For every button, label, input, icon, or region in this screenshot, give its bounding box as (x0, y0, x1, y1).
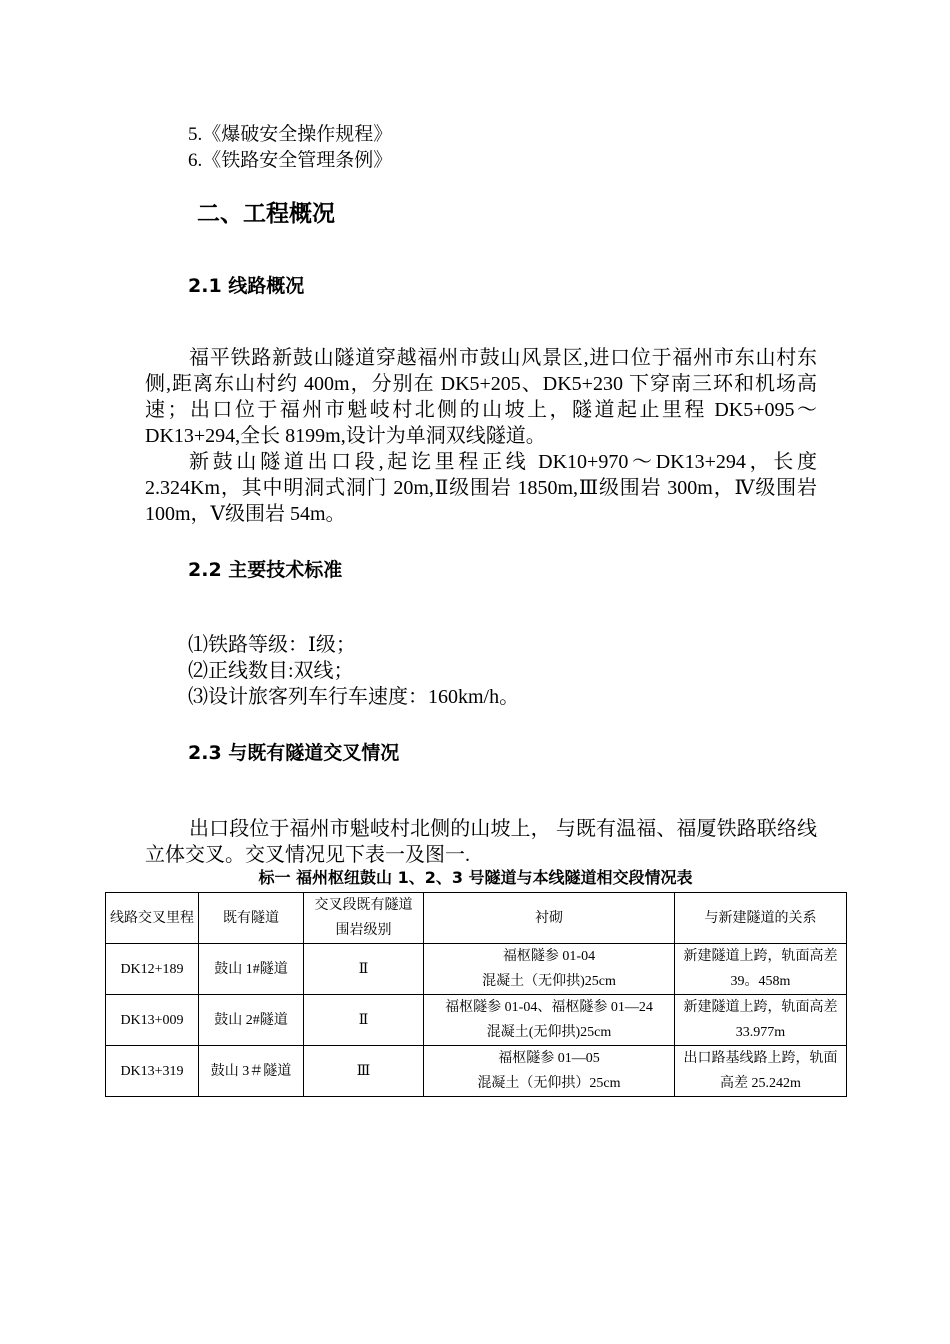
table-cell: 鼓山 2#隧道 (199, 995, 304, 1046)
heading-2-3: 2.3 与既有隧道交叉情况 (188, 742, 400, 764)
table-cell: 鼓山 1#隧道 (199, 944, 304, 995)
table-cell: Ⅱ (304, 995, 424, 1046)
column-header: 衬砌 (424, 893, 675, 944)
table-cell: 福枢隧参 01—05 混凝土（无仰拱）25cm (424, 1046, 675, 1097)
paragraph: 新鼓山隧道出口段,起讫里程正线 DK10+970～DK13+294，长度 2.324Km，其中明洞式洞门 20m,Ⅱ级围岩 1850m,Ⅲ级围岩 300m，Ⅳ级围岩 100m，Ⅴ级围岩 54m。 (145, 451, 817, 525)
column-header: 线路交叉里程 (106, 893, 199, 944)
table-cell: DK13+319 (106, 1046, 199, 1097)
list-item: ⑵正线数目:双线； (188, 660, 354, 682)
table-cell: 福枢隧参 01-04 混凝土（无仰拱)25cm (424, 944, 675, 995)
paragraph: 出口段位于福州市魁岐村北侧的山坡上， 与既有温福、福厦铁路联络线立体交叉。交叉情况见下表一及图一. (145, 818, 817, 866)
table-cell: Ⅱ (304, 944, 424, 995)
table-cell: DK13+009 (106, 995, 199, 1046)
list-item: ⑴铁路等级：Ⅰ级； (188, 634, 356, 656)
paragraph: 福平铁路新鼓山隧道穿越福州市鼓山风景区,进口位于福州市东山村东侧,距离东山村约 400m，分别在 DK5+205、DK5+230 下穿南三环和机场高速；出口位于福州市魁岐村北侧的山坡上，隧道起止里程 DK5+095～DK13+294,全长 8199m,设计为单洞双线隧道。 (145, 347, 817, 447)
table-cell: DK12+189 (106, 944, 199, 995)
table-row (106, 995, 847, 1046)
table-cell: 出口路基线路上跨，轨面高差 25.242m (675, 1046, 847, 1097)
column-header: 与新建隧道的关系 (675, 893, 847, 944)
table-row (106, 1046, 847, 1097)
reference-item: 5.《爆破安全操作规程》 (188, 124, 393, 145)
list-item: ⑶设计旅客列车行车速度：160km/h。 (188, 686, 520, 708)
table-cell: Ⅲ (304, 1046, 424, 1097)
column-header: 既有隧道 (199, 893, 304, 944)
column-header: 交叉段既有隧道围岩级别 (304, 893, 424, 944)
table-row (106, 944, 847, 995)
reference-item: 6.《铁路安全管理条例》 (188, 150, 393, 171)
table-cell: 福枢隧参 01-04、福枢隧参 01—24 混凝土(无仰拱)25cm (424, 995, 675, 1046)
table-header-row (106, 893, 847, 944)
heading-2-1: 2.1 线路概况 (188, 275, 305, 297)
heading-2-2: 2.2 主要技术标准 (188, 559, 343, 581)
table-caption: 标一 福州枢纽鼓山 1、2、3 号隧道与本线隧道相交段情况表 (258, 868, 693, 887)
table-cell: 鼓山 3＃隧道 (199, 1046, 304, 1097)
table-cell: 新建隧道上跨，轨面高差 33.977m (675, 995, 847, 1046)
section-title: 二、工程概况 (197, 201, 335, 227)
intersection-table (105, 892, 847, 1097)
table-cell: 新建隧道上跨，轨面高差 39。458m (675, 944, 847, 995)
